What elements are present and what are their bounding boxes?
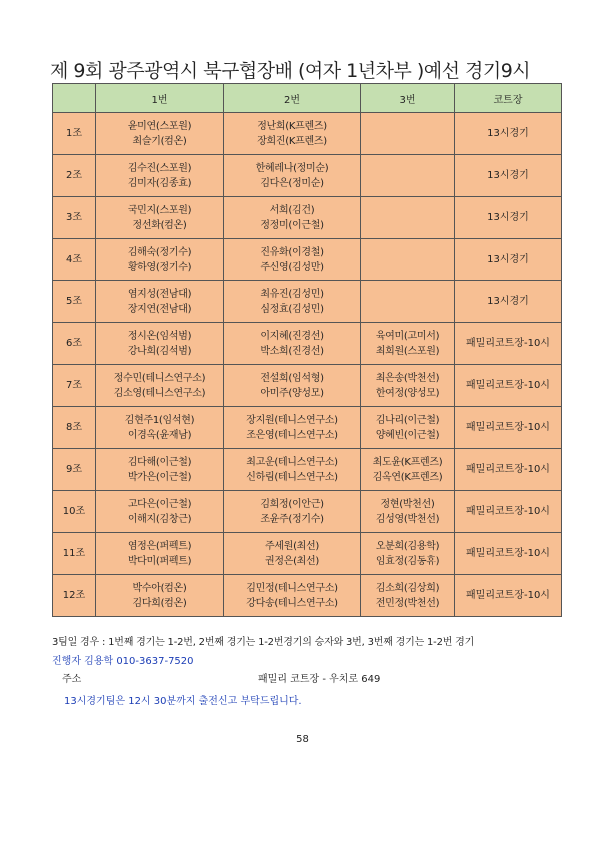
team-cell-p2 bbox=[224, 575, 361, 617]
table-row bbox=[53, 449, 562, 491]
player-name: 김희정(이안근) bbox=[260, 498, 324, 510]
player-name: 김다은(정미순) bbox=[260, 177, 324, 189]
group-label: 9조 bbox=[53, 449, 96, 491]
address-value: 패밀리 코트장 - 우치로 649 bbox=[258, 674, 381, 685]
team-cell-p3 bbox=[361, 155, 455, 197]
player-name: 박수아(컴온) bbox=[132, 582, 187, 594]
player-name: 김성영(박천선) bbox=[375, 513, 440, 525]
player-name: 정선화(컴온) bbox=[132, 219, 187, 231]
team-cell-p2 bbox=[224, 239, 361, 281]
player-name: 김옥연(K프렌즈) bbox=[372, 471, 443, 483]
court-time: 13시경기 bbox=[455, 113, 562, 155]
header-player3: 3번 bbox=[361, 84, 455, 113]
table-row bbox=[53, 323, 562, 365]
team-cell-p2 bbox=[224, 155, 361, 197]
group-label: 8조 bbox=[53, 407, 96, 449]
player-name: 김수진(스포원) bbox=[127, 162, 192, 174]
table-row bbox=[53, 197, 562, 239]
court-time: 패밀리코트장-10시 bbox=[455, 449, 562, 491]
player-name: 장희진(K프렌즈) bbox=[257, 135, 327, 147]
team-cell-p2 bbox=[224, 533, 361, 575]
team-cell-p3 bbox=[361, 407, 455, 449]
player-name: 김해숙(정기수) bbox=[127, 246, 192, 258]
header-group bbox=[53, 84, 96, 113]
table-row bbox=[53, 407, 562, 449]
address-label: 주소 bbox=[62, 674, 82, 685]
court-time: 13시경기 bbox=[455, 155, 562, 197]
group-label: 4조 bbox=[53, 239, 96, 281]
table-row bbox=[53, 113, 562, 155]
player-name: 조은영(테니스연구소) bbox=[246, 429, 338, 441]
team-cell-p3 bbox=[361, 533, 455, 575]
player-name: 김다해(이근철) bbox=[127, 456, 192, 468]
table-row bbox=[53, 239, 562, 281]
player-name: 고다은(이근철) bbox=[127, 498, 192, 510]
table-row bbox=[53, 281, 562, 323]
player-name: 최고운(테니스연구소) bbox=[246, 456, 338, 468]
player-name: 이지혜(진경선) bbox=[260, 330, 324, 342]
player-name: 김소희(김상희) bbox=[375, 582, 440, 594]
player-name: 박다미(퍼펙트) bbox=[127, 555, 192, 567]
three-team-note: 3팀일 경우 : 1번째 경기는 1-2번, 2번째 경기는 1-2번경기의 승자와 3번, 3번째 경기는 1-2번 경기 bbox=[52, 637, 475, 648]
header-player1: 1번 bbox=[96, 84, 224, 113]
team-cell-p1 bbox=[96, 155, 224, 197]
group-label: 11조 bbox=[53, 533, 96, 575]
player-name: 김현주1(임석현) bbox=[124, 414, 195, 426]
player-name: 박가은(이근철) bbox=[127, 471, 192, 483]
player-name: 오분희(김용학) bbox=[375, 540, 440, 552]
table-row bbox=[53, 533, 562, 575]
player-name: 신하림(테니스연구소) bbox=[246, 471, 338, 483]
player-name: 이해지(김창근) bbox=[127, 513, 192, 525]
court-time: 패밀리코트장-10시 bbox=[455, 323, 562, 365]
team-cell-p2 bbox=[224, 281, 361, 323]
player-name: 최유진(김성민) bbox=[260, 288, 324, 300]
court-time: 패밀리코트장-10시 bbox=[455, 533, 562, 575]
court-time: 패밀리코트장-10시 bbox=[455, 491, 562, 533]
player-name: 주세원(최선) bbox=[264, 540, 319, 552]
player-name: 장지원(테니스연구소) bbox=[246, 414, 338, 426]
team-cell-p3 bbox=[361, 491, 455, 533]
team-cell-p2 bbox=[224, 365, 361, 407]
team-cell-p1 bbox=[96, 113, 224, 155]
court-time: 13시경기 bbox=[455, 239, 562, 281]
team-cell-p1 bbox=[96, 407, 224, 449]
player-name: 양혜빈(이근철) bbox=[375, 429, 440, 441]
player-name: 진유화(이경철) bbox=[260, 246, 324, 258]
group-label: 3조 bbox=[53, 197, 96, 239]
player-name: 김나리(이근철) bbox=[375, 414, 440, 426]
player-name: 정난희(K프렌즈) bbox=[257, 120, 327, 132]
team-cell-p1 bbox=[96, 281, 224, 323]
team-cell-p3 bbox=[361, 575, 455, 617]
schedule-table bbox=[52, 83, 562, 617]
court-time: 패밀리코트장-10시 bbox=[455, 407, 562, 449]
player-name: 정현(박천선) bbox=[380, 498, 435, 510]
player-name: 조윤주(정기수) bbox=[260, 513, 324, 525]
player-name: 전민정(박천선) bbox=[375, 597, 440, 609]
player-name: 정정미(이근철) bbox=[260, 219, 324, 231]
organizer-contact: 진행자 김용학 010-3637-7520 bbox=[52, 656, 194, 667]
player-name: 이경옥(윤재남) bbox=[127, 429, 192, 441]
team-cell-p3 bbox=[361, 449, 455, 491]
court-time: 13시경기 bbox=[455, 281, 562, 323]
player-name: 전설희(임석형) bbox=[260, 372, 324, 384]
team-cell-p2 bbox=[224, 449, 361, 491]
player-name: 최슬기(컴온) bbox=[132, 135, 187, 147]
team-cell-p2 bbox=[224, 407, 361, 449]
team-cell-p2 bbox=[224, 323, 361, 365]
group-label: 5조 bbox=[53, 281, 96, 323]
player-name: 아미주(양성모) bbox=[260, 387, 324, 399]
group-label: 6조 bbox=[53, 323, 96, 365]
player-name: 정수민(테니스연구소) bbox=[113, 372, 206, 384]
player-name: 최희원(스포원) bbox=[375, 345, 440, 357]
player-name: 박소희(진경선) bbox=[260, 345, 324, 357]
table-row bbox=[53, 575, 562, 617]
player-name: 강나희(김석범) bbox=[127, 345, 192, 357]
team-cell-p1 bbox=[96, 239, 224, 281]
team-cell-p3 bbox=[361, 239, 455, 281]
player-name: 한혜레나(정미순) bbox=[255, 162, 329, 174]
group-label: 7조 bbox=[53, 365, 96, 407]
team-cell-p3 bbox=[361, 365, 455, 407]
page-title: 제 9회 광주광역시 북구협장배 (여자 1년차부 )예선 경기9시 bbox=[50, 60, 531, 82]
team-cell-p3 bbox=[361, 323, 455, 365]
team-cell-p2 bbox=[224, 197, 361, 239]
team-cell-p3 bbox=[361, 113, 455, 155]
team-cell-p1 bbox=[96, 491, 224, 533]
team-cell-p1 bbox=[96, 197, 224, 239]
team-cell-p1 bbox=[96, 323, 224, 365]
player-name: 최도윤(K프렌즈) bbox=[372, 456, 443, 468]
team-cell-p1 bbox=[96, 533, 224, 575]
player-name: 국민지(스포원) bbox=[127, 204, 192, 216]
player-name: 최은송(박천선) bbox=[375, 372, 440, 384]
court-time: 패밀리코트장-10시 bbox=[455, 575, 562, 617]
player-name: 윤미연(스포원) bbox=[127, 120, 192, 132]
header-court: 코트장 bbox=[455, 84, 562, 113]
player-name: 김민정(테니스연구소) bbox=[246, 582, 338, 594]
team-cell-p1 bbox=[96, 449, 224, 491]
player-name: 한여정(양성모) bbox=[375, 387, 440, 399]
table-row bbox=[53, 155, 562, 197]
player-name: 강다송(테니스연구소) bbox=[246, 597, 338, 609]
team-cell-p3 bbox=[361, 281, 455, 323]
player-name: 권정은(최선) bbox=[264, 555, 319, 567]
court-time: 패밀리코트장-10시 bbox=[455, 365, 562, 407]
player-name: 정시온(임석범) bbox=[127, 330, 192, 342]
group-label: 2조 bbox=[53, 155, 96, 197]
player-name: 주신영(김성만) bbox=[260, 261, 324, 273]
table-row bbox=[53, 365, 562, 407]
team-cell-p3 bbox=[361, 197, 455, 239]
team-cell-p1 bbox=[96, 365, 224, 407]
player-name: 서희(김건) bbox=[269, 204, 315, 216]
player-name: 육여미(고미서) bbox=[375, 330, 440, 342]
table-row bbox=[53, 491, 562, 533]
group-label: 10조 bbox=[53, 491, 96, 533]
header-player2: 2번 bbox=[224, 84, 361, 113]
player-name: 염정은(퍼펙트) bbox=[127, 540, 192, 552]
group-label: 1조 bbox=[53, 113, 96, 155]
player-name: 김다희(컴온) bbox=[132, 597, 187, 609]
page-number: 58 bbox=[296, 734, 309, 745]
player-name: 황하영(정기수) bbox=[127, 261, 192, 273]
player-name: 김소영(테니스연구소) bbox=[113, 387, 206, 399]
team-cell-p1 bbox=[96, 575, 224, 617]
player-name: 김미자(김종효) bbox=[127, 177, 192, 189]
player-name: 임효정(김동휴) bbox=[375, 555, 440, 567]
player-name: 심정효(김성민) bbox=[260, 303, 324, 315]
player-name: 장지연(전남대) bbox=[127, 303, 192, 315]
court-time: 13시경기 bbox=[455, 197, 562, 239]
team-cell-p2 bbox=[224, 491, 361, 533]
table-header-row bbox=[53, 84, 562, 113]
group-label: 12조 bbox=[53, 575, 96, 617]
team-cell-p2 bbox=[224, 113, 361, 155]
player-name: 염지성(전남대) bbox=[127, 288, 192, 300]
check-in-notice: 13시경기팀은 12시 30분까지 출전신고 부탁드립니다. bbox=[64, 696, 302, 707]
